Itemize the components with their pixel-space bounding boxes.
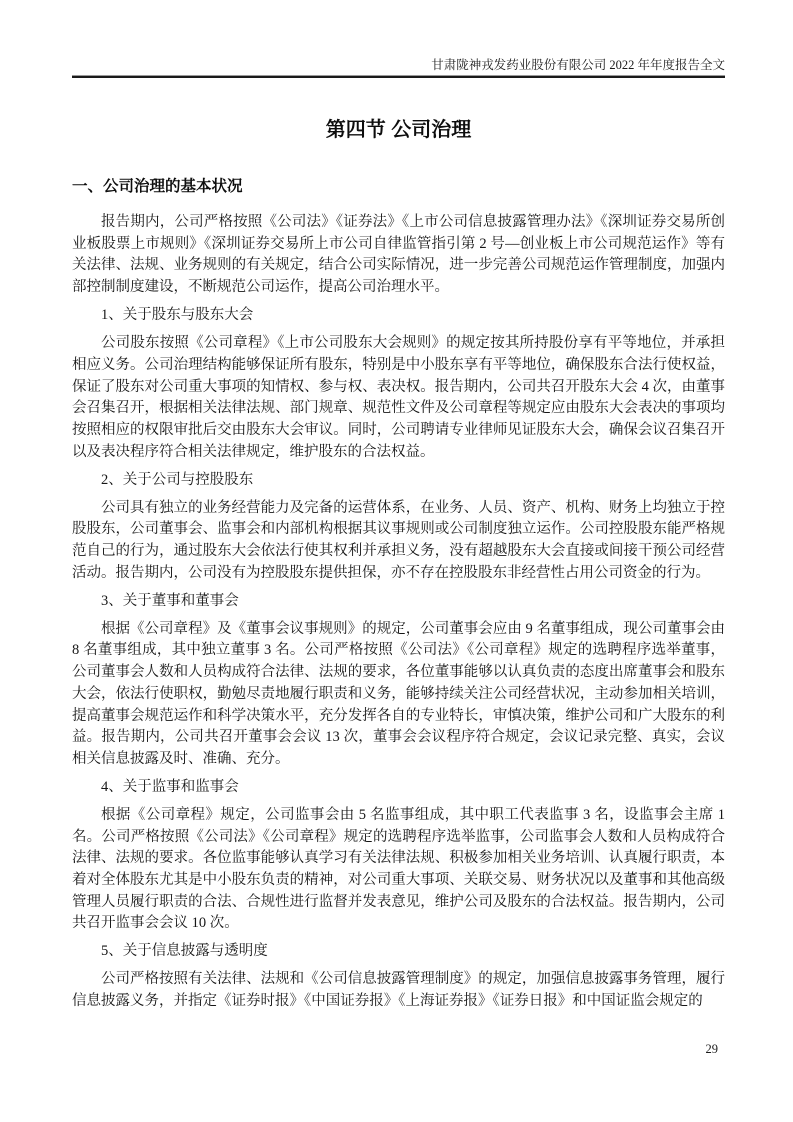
report-header-text: 甘肃陇神戎发药业股份有限公司 2022 年年度报告全文 (431, 58, 725, 72)
paragraph: 公司股东按照《公司章程》《上市公司股东大会规则》的规定按其所持股份享有平等地位，并承担相应义务。公司治理结构能够保证所有股东，特别是中小股东享有平等地位，确保股东合法行使权益，保证了股东对公司重大事项的知情权、参与权、表决权。报告期内，公司共召开股东大会 4 次，由董事会召集召开，根据相关法律法规、部门规章、规范性文件及公司章程等规定应由股东大会表决的事项均按照相应的权限审批后交由股东大会审议。同时，公司聘请专业律师见证股东大会，确保会议召集召开以及表决程序符合相关法律规定，维护股东的合法权益。 (72, 335, 725, 460)
page-header (72, 0, 725, 78)
page-number: 29 (705, 1042, 718, 1056)
sub-heading: 3、关于董事和董事会 (101, 592, 239, 609)
paragraph: 根据《公司章程》及《董事会议事规则》的规定，公司董事会应由 9 名董事组成，现公司董事会由 8 名董事组成，其中独立董事 3 名。公司严格按照《公司法》《公司章程》规定的选聘程序选举董事，公司董事会人数和人员构成符合法律、法规的要求，各位董事能够以认真负责的态度出席董事会和股东大会，依法行使职权，勤勉尽责地履行职责和义务，能够持续关注公司经营状况，主动参加相关培训，提高董事会规范运作和科学决策水平，充分发挥各自的专业特长，审慎决策，维护公司和广大股东的利益。报告期内，公司共召开董事会会议 13 次，董事会会议程序符合规定，会议记录完整、真实，会议相关信息披露及时、准确、充分。 (72, 620, 725, 767)
header-rule (72, 75, 725, 78)
sub-heading: 4、关于监事和监事会 (101, 778, 239, 795)
paragraph: 根据《公司章程》规定，公司监事会由 5 名监事组成，其中职工代表监事 3 名，设监事会主席 1 名。公司严格按照《公司法》《公司章程》规定的选聘程序选举监事，公司监事会人数和人员构成符合法律、法规的要求。各位监事能够认真学习有关法律法规、积极参加相关业务培训、认真履行职责，本着对全体股东尤其是中小股东负责的精神，对公司重大事项、关联交易、财务状况以及董事和其他高级管理人员履行职责的合法、合规性进行监督并发表意见，维护公司及股东的合法权益。报告期内，公司共召开监事会会议 10 次。 (72, 806, 725, 932)
section-heading: 一、公司治理的基本状况 (72, 178, 243, 195)
paragraph: 公司具有独立的业务经营能力及完备的运营体系，在业务、人员、资产、机构、财务上均独立于控股股东，公司董事会、监事会和内部机构根据其议事规则或公司制度独立运作。公司控股股东能严格规范自己的行为，通过股东大会依法行使其权利并承担义务，没有超越股东大会直接或间接干预公司经营活动。报告期内，公司没有为控股股东提供担保，亦不存在控股股东非经营性占用公司资金的行为。 (72, 499, 725, 581)
chapter-title: 第四节 公司治理 (325, 119, 472, 141)
paragraph: 公司严格按照有关法律、法规和《公司信息披露管理制度》的规定，加强信息披露事务管理，履行信息披露义务，并指定《证券时报》《中国证券报》《上海证券报》《证券日报》和中国证监会规定的 (72, 971, 725, 1010)
paragraph: 报告期内，公司严格按照《公司法》《证券法》《上市公司信息披露管理办法》《深圳证券交易所创业板股票上市规则》《深圳证券交易所上市公司自律监管指引第 2 号—创业板上市公司规范运作》等有关法律、法规、业务规则的有关规定，结合公司实际情况，进一步完善公司规范运作管理制度，加强内部控制制度建设，不断规范公司运作，提高公司治理水平。 (72, 214, 725, 296)
body-text (72, 212, 725, 1013)
sub-heading: 5、关于信息披露与透明度 (101, 943, 268, 960)
sub-heading: 2、关于公司与控股股东 (101, 471, 254, 488)
sub-heading: 1、关于股东与股东大会 (101, 307, 254, 324)
